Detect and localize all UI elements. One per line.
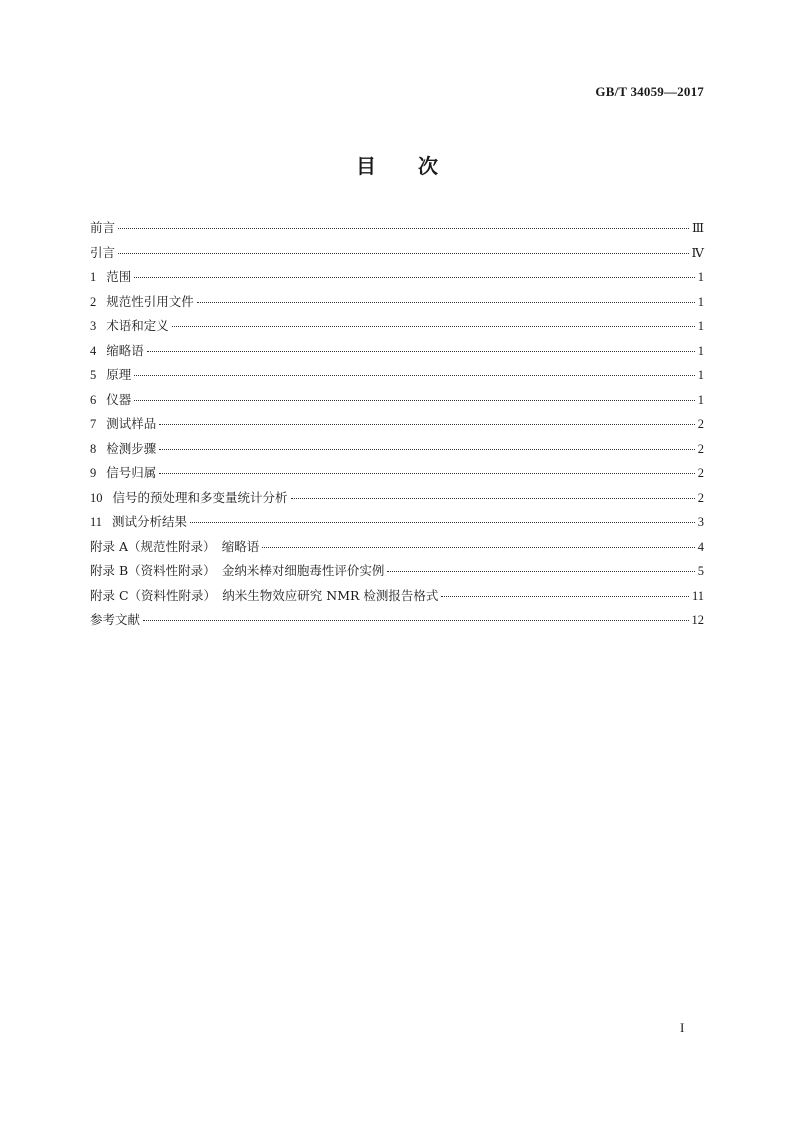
toc-leader-dots bbox=[441, 596, 689, 597]
toc-entry-signal-assignment[interactable] bbox=[90, 461, 704, 486]
toc-entry-page: 2 bbox=[697, 441, 704, 456]
toc-entry-page: Ⅲ bbox=[691, 221, 704, 235]
toc-entry-number: 7 bbox=[90, 417, 97, 431]
toc-leader-dots bbox=[190, 522, 695, 523]
toc-entry-page: 1 bbox=[697, 368, 704, 382]
toc-entry-label: 缩略语 bbox=[106, 342, 144, 358]
toc-entry-normative-references[interactable] bbox=[90, 290, 704, 315]
toc-entry-number: 1 bbox=[90, 270, 97, 284]
toc-entry-label: 附录 C（资料性附录） 纳米生物效应研究 NMR 检测报告格式 bbox=[90, 587, 439, 603]
toc-entry-page: 1 bbox=[697, 392, 704, 407]
standard-code: GB/T 34059—2017 bbox=[595, 84, 704, 99]
toc-entry-label: 引言 bbox=[90, 244, 116, 260]
toc-entry-foreword[interactable] bbox=[90, 216, 704, 241]
toc-entry-number: 3 bbox=[90, 319, 97, 333]
toc-leader-dots bbox=[147, 351, 695, 352]
toc-entry-page: 3 bbox=[697, 515, 704, 529]
toc-leader-dots bbox=[118, 228, 689, 229]
toc-entry-number: 8 bbox=[90, 441, 97, 456]
toc-entry-label: 测试样品 bbox=[106, 416, 157, 431]
toc-entry-introduction[interactable] bbox=[90, 241, 704, 266]
toc-entry-test-samples[interactable] bbox=[90, 412, 704, 437]
toc-entry-number: 6 bbox=[90, 392, 97, 407]
toc-entry-page: 2 bbox=[697, 466, 704, 480]
toc-entry-label: 参考文献 bbox=[90, 612, 141, 627]
toc-entry-label: 检测步骤 bbox=[106, 440, 157, 456]
toc-entry-number: 9 bbox=[90, 466, 97, 480]
toc-entry-label: 附录 A（规范性附录） 缩略语 bbox=[90, 538, 260, 554]
toc-leader-dots bbox=[387, 571, 694, 572]
toc-entry-label: 规范性引用文件 bbox=[106, 293, 194, 309]
toc-entry-label: 前言 bbox=[90, 220, 116, 235]
toc-leader-dots bbox=[291, 498, 695, 499]
toc-entry-annex-a[interactable] bbox=[90, 535, 704, 560]
toc-entry-page: 1 bbox=[697, 270, 704, 284]
toc-leader-dots bbox=[134, 400, 694, 401]
toc-leader-dots bbox=[262, 547, 694, 548]
toc-entry-page: 4 bbox=[697, 539, 704, 554]
toc-entry-bibliography[interactable] bbox=[90, 608, 704, 633]
toc-entry-preprocessing-analysis[interactable] bbox=[90, 486, 704, 511]
toc-entry-principle[interactable] bbox=[90, 363, 704, 388]
table-of-contents bbox=[90, 216, 704, 633]
toc-entry-page: 2 bbox=[697, 490, 704, 505]
toc-leader-dots bbox=[143, 620, 688, 621]
toc-entry-label: 信号的预处理和多变量统计分析 bbox=[112, 489, 288, 505]
toc-entry-number: 10 bbox=[90, 490, 103, 505]
toc-leader-dots bbox=[134, 277, 694, 278]
toc-entry-annex-c[interactable] bbox=[90, 584, 704, 609]
toc-leader-dots bbox=[159, 473, 694, 474]
toc-entry-annex-b[interactable] bbox=[90, 559, 704, 584]
toc-entry-terms-definitions[interactable] bbox=[90, 314, 704, 339]
toc-entry-page: Ⅳ bbox=[691, 245, 704, 260]
toc-entry-number: 11 bbox=[90, 515, 103, 529]
toc-leader-dots bbox=[197, 302, 695, 303]
toc-entry-test-procedure[interactable] bbox=[90, 437, 704, 462]
toc-entry-label: 附录 B（资料性附录） 金纳米棒对细胞毒性评价实例 bbox=[90, 563, 385, 578]
toc-entry-number: 5 bbox=[90, 368, 97, 382]
toc-entry-page: 11 bbox=[691, 588, 704, 603]
toc-entry-page: 1 bbox=[697, 294, 704, 309]
toc-leader-dots bbox=[134, 375, 694, 376]
toc-entry-number: 2 bbox=[90, 294, 97, 309]
toc-entry-label: 原理 bbox=[106, 367, 132, 382]
page-number: I bbox=[680, 1020, 685, 1035]
toc-entry-page: 12 bbox=[691, 613, 704, 627]
toc-leader-dots bbox=[172, 326, 695, 327]
toc-entry-abbreviations[interactable] bbox=[90, 339, 704, 364]
toc-entry-page: 5 bbox=[697, 564, 704, 578]
toc-leader-dots bbox=[159, 449, 694, 450]
toc-entry-page: 1 bbox=[697, 319, 704, 333]
toc-entry-page: 1 bbox=[697, 343, 704, 358]
toc-entry-label: 仪器 bbox=[106, 391, 132, 407]
toc-entry-number: 4 bbox=[90, 343, 97, 358]
toc-entry-label: 信号归属 bbox=[106, 465, 157, 480]
toc-entry-label: 范围 bbox=[106, 269, 132, 284]
toc-entry-label: 术语和定义 bbox=[106, 318, 169, 333]
toc-entry-scope[interactable] bbox=[90, 265, 704, 290]
toc-leader-dots bbox=[159, 424, 694, 425]
page-title: 目次 bbox=[356, 154, 480, 178]
toc-leader-dots bbox=[118, 253, 688, 254]
toc-entry-page: 2 bbox=[697, 417, 704, 431]
toc-entry-instruments[interactable] bbox=[90, 388, 704, 413]
toc-entry-label: 测试分析结果 bbox=[112, 514, 188, 529]
toc-entry-test-results[interactable] bbox=[90, 510, 704, 535]
